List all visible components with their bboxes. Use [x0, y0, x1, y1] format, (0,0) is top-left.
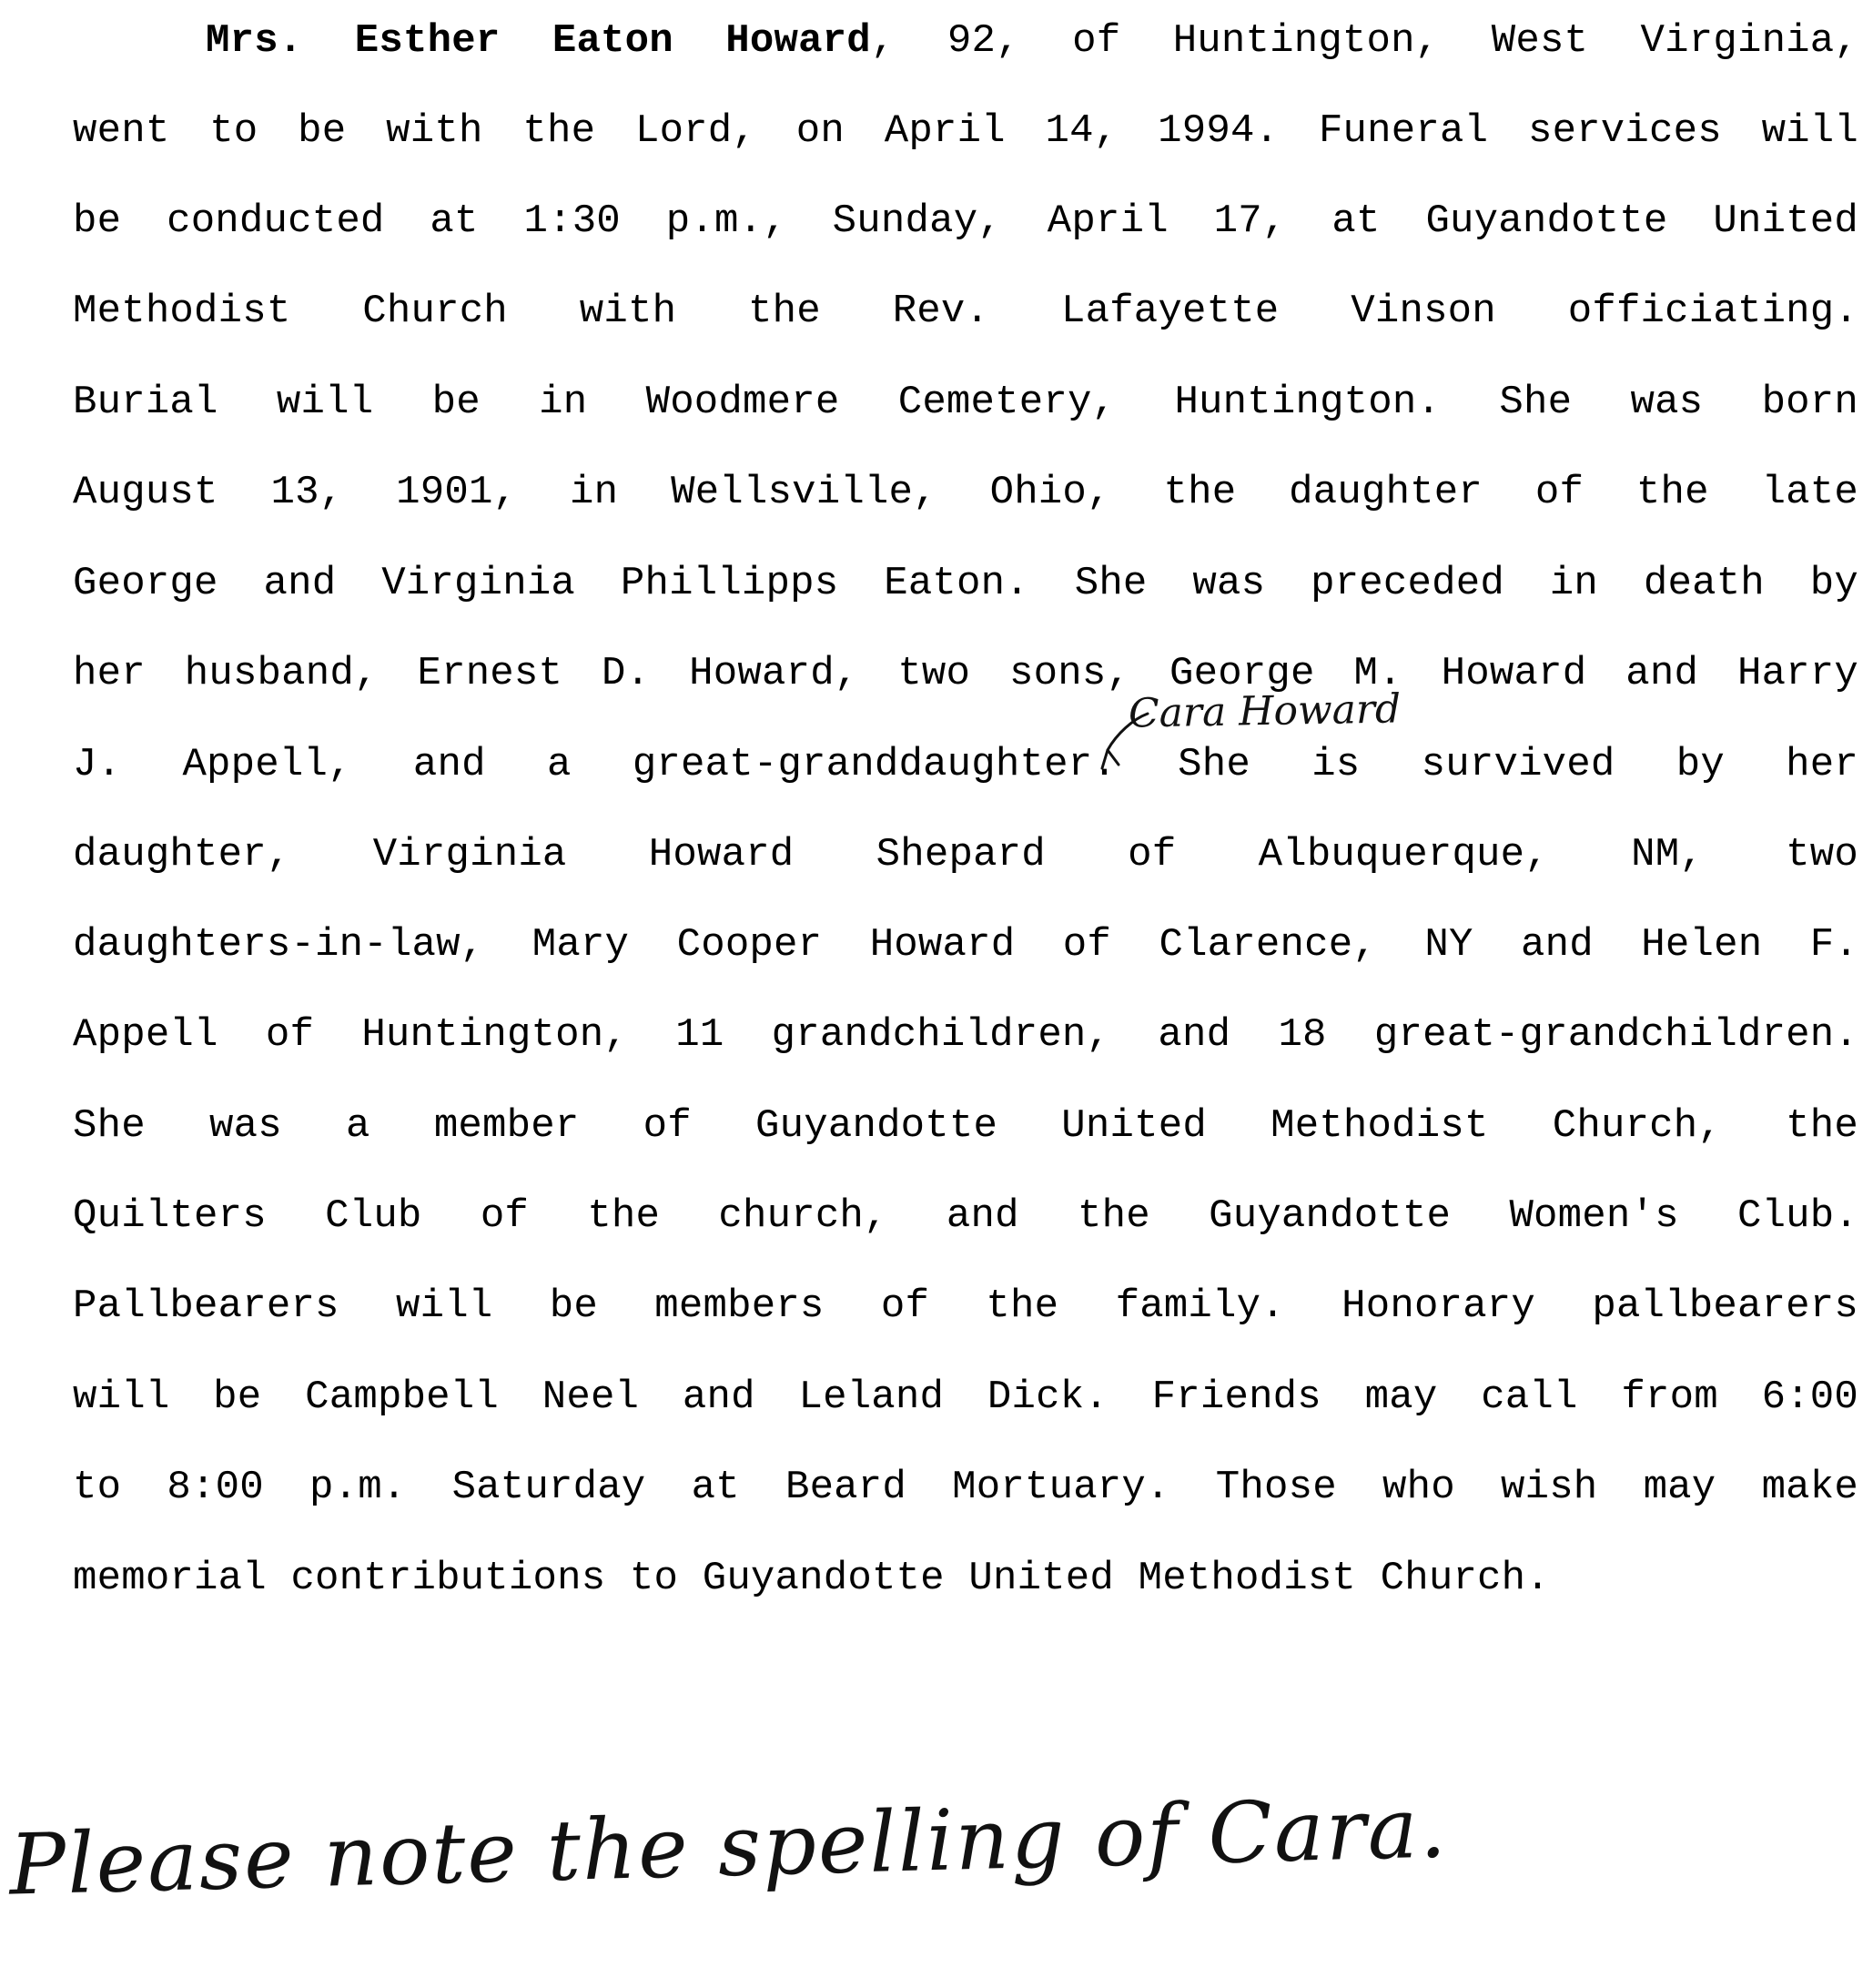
text-line-11: daughters-in-law, Mary Cooper Howard of Clarence, NY and Helen F.	[73, 922, 1858, 968]
text-line-2: went to be with the Lord, on April 14, 1994. Funeral services will	[73, 108, 1858, 154]
text-line-16: will be Campbell Neel and Leland Dick. Friends may call from 6:00	[73, 1374, 1858, 1420]
text-line-6: August 13, 1901, in Wellsville, Ohio, the daughter of the late	[73, 470, 1858, 515]
text-line-7: George and Virginia Phillipps Eaton. She was preceded in death by	[73, 561, 1858, 606]
text-line-1	[206, 0, 1858, 82]
text-line-17: to 8:00 p.m. Saturday at Beard Mortuary. Those who wish may make	[73, 1465, 1858, 1510]
text-line-5: Burial will be in Woodmere Cemetery, Huntington. She was born	[73, 380, 1858, 425]
text-line-15: Pallbearers will be members of the family. Honorary pallbearers	[73, 1283, 1858, 1329]
text-line-1-rest: , 92, of Huntington, West Virginia,	[870, 18, 1858, 64]
text-line-8: her husband, Ernest D. Howard, two sons, George M. Howard and Harry	[73, 651, 1858, 696]
handwritten-note: Please note the spelling of Cara.	[7, 1779, 1450, 1914]
deceased-name: Mrs. Esther Eaton Howard	[206, 18, 871, 64]
text-line-12: Appell of Huntington, 11 grandchildren, and 18 great-grandchildren.	[73, 1012, 1858, 1058]
text-line-18: memorial contributions to Guyandotte United Methodist Church.	[73, 1556, 1550, 1601]
text-line-3: be conducted at 1:30 p.m., Sunday, April 17, at Guyandotte United	[73, 198, 1858, 244]
text-line-13: She was a member of Guyandotte United Methodist Church, the	[73, 1103, 1858, 1149]
text-line-10: daughter, Virginia Howard Shepard of Albuquerque, NM, two	[73, 832, 1858, 877]
handwritten-insertion: Cara Howard	[1128, 685, 1402, 737]
text-line-4: Methodist Church with the Rev. Lafayette Vinson officiating.	[73, 289, 1858, 334]
text-line-9: J. Appell, and a great-granddaughter. She is survived by her	[73, 742, 1858, 787]
text-line-14: Quilters Club of the church, and the Guyandotte Women's Club.	[73, 1193, 1858, 1239]
